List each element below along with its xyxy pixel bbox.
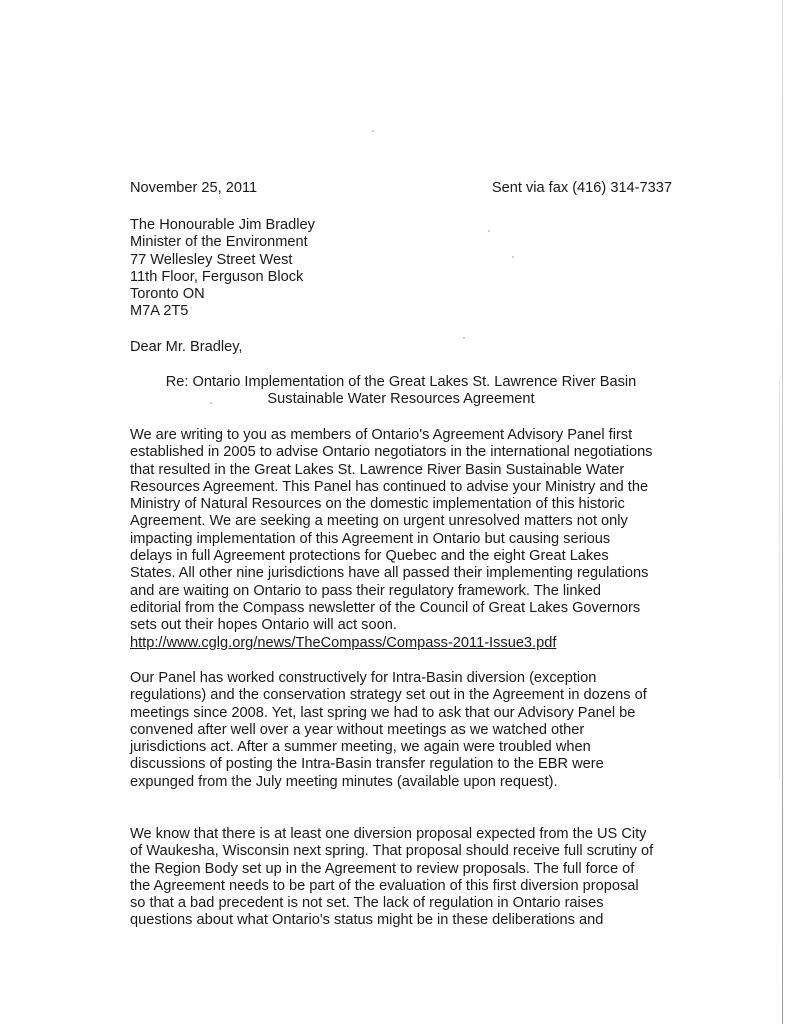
paragraph-line: Agreement. We are seeking a meeting on urgent unresolved matters not only xyxy=(130,513,628,530)
salutation: Dear Mr. Bradley, xyxy=(130,339,243,355)
paragraph-line: We know that there is at least one diversion proposal expected from the US City xyxy=(130,826,647,842)
recipient-title: Minister of the Environment xyxy=(130,234,308,251)
paragraph-line: questions about what Ontario's status might be in these deliberations and xyxy=(130,912,604,929)
scan-speck xyxy=(488,230,490,232)
paragraph-line: the Region Body set up in the Agreement to review proposals. The full force of xyxy=(130,860,635,877)
recipient-floor: 11th Floor, Ferguson Block xyxy=(130,268,304,285)
scan-edge-line xyxy=(782,0,783,1024)
paragraph-line: jurisdictions act. After a summer meeting, we again were troubled when xyxy=(130,739,591,756)
recipient-name: The Honourable Jim Bradley xyxy=(130,217,315,233)
compass-newsletter-link[interactable]: http://www.cglg.org/news/TheCompass/Compass-2011-Issue3.pdf xyxy=(130,634,557,651)
paragraph-line: established in 2005 to advise Ontario negotiators in the international negotiations xyxy=(130,444,653,461)
scan-edge-shadow xyxy=(779,380,780,780)
subject-line-1: Re: Ontario Implementation of the Great Lakes St. Lawrence River Basin xyxy=(165,374,637,390)
paragraph-line: and are waiting on Ontario to pass their regulatory framework. The linked xyxy=(130,582,602,599)
recipient-street: 77 Wellesley Street West xyxy=(130,251,293,268)
paragraph-line: meetings since 2008. Yet, last spring we had to ask that our Advisory Panel be xyxy=(130,704,636,721)
paragraph-line: convened after well over a year without meetings as we watched other xyxy=(130,721,585,738)
paragraph-line: Resources Agreement. This Panel has continued to advise your Ministry and the xyxy=(130,478,649,495)
paragraph-2 xyxy=(130,670,647,791)
paragraph-3 xyxy=(130,826,653,930)
recipient-city: Toronto ON xyxy=(130,286,205,303)
paragraph-line: We are writing to you as members of Ontario's Agreement Advisory Panel first xyxy=(130,427,633,443)
paragraph-line: States. All other nine jurisdictions have all passed their implementing regulations xyxy=(130,565,649,582)
subject-line-2: Sustainable Water Resources Agreement xyxy=(267,391,535,408)
paragraph-line: so that a bad precedent is not set. The lack of regulation in Ontario raises xyxy=(130,895,604,912)
scan-speck xyxy=(512,256,514,258)
paragraph-line: Our Panel has worked constructively for Intra-Basin diversion (exception xyxy=(130,670,597,686)
paragraph-line: of Waukesha, Wisconsin next spring. That proposal should receive full scrutiny of xyxy=(130,843,654,860)
paragraph-line: the Agreement needs to be part of the evaluation of this first diversion proposal xyxy=(130,877,639,894)
recipient-address xyxy=(130,217,315,321)
recipient-postal-code: M7A 2T5 xyxy=(130,303,189,320)
paragraph-1 xyxy=(130,427,652,652)
letter-date: November 25, 2011 xyxy=(130,180,258,196)
paragraph-line: editorial from the Compass newsletter of the Council of Great Lakes Governors xyxy=(130,599,641,616)
paragraph-line: sets out their hopes Ontario will act soon. xyxy=(130,617,397,634)
paragraph-line: expunged from the July meeting minutes (available upon request). xyxy=(130,773,558,790)
scan-speck xyxy=(372,130,374,132)
scan-speck xyxy=(463,337,465,339)
paragraph-line: that resulted in the Great Lakes St. Lawrence River Basin Sustainable Water xyxy=(130,461,625,478)
subject-line xyxy=(130,374,672,409)
fax-note: Sent via fax (416) 314-7337 xyxy=(491,180,672,196)
paragraph-line: discussions of posting the Intra-Basin transfer regulation to the EBR were xyxy=(130,756,604,773)
paragraph-line: impacting implementation of this Agreement in Ontario but causing serious xyxy=(130,530,611,547)
paragraph-line: regulations) and the conservation strategy set out in the Agreement in dozens of xyxy=(130,687,647,704)
paragraph-line: delays in full Agreement protections for Quebec and the eight Great Lakes xyxy=(130,548,609,565)
paragraph-line: Ministry of Natural Resources on the domestic implementation of this historic xyxy=(130,496,625,513)
